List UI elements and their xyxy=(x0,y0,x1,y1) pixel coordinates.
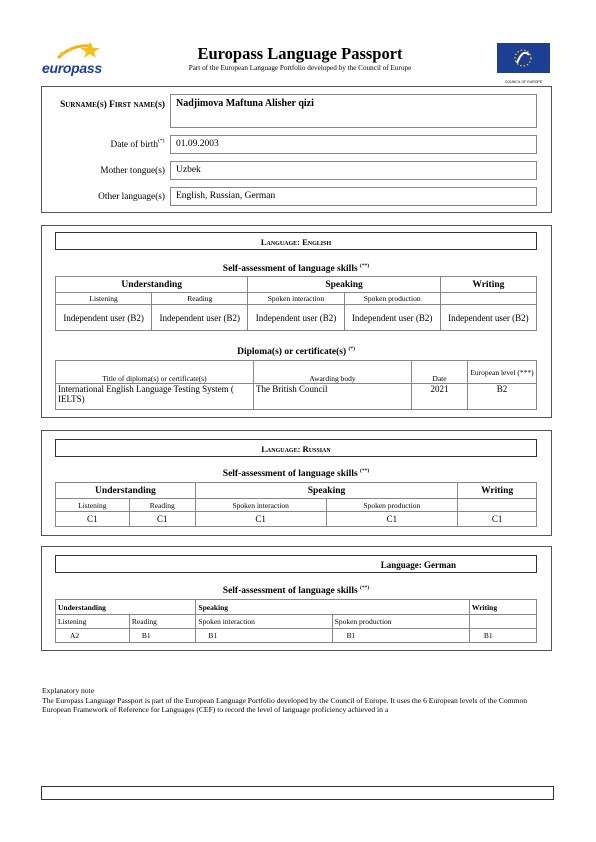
german-self-assessment-title: Self-assessment of language skills (**) xyxy=(222,585,370,597)
mother-tongue-label: Mother tongue(s) xyxy=(100,166,165,176)
col-spoken-interaction: Spoken interaction xyxy=(248,293,344,305)
col-writing-empty xyxy=(458,499,537,512)
explanatory-note-title: Explanatory note xyxy=(42,686,95,695)
col-listening: Listening xyxy=(56,615,130,629)
other-languages-label: Other language(s) xyxy=(98,192,165,202)
dip-level: B2 xyxy=(468,384,537,410)
group-speaking: Speaking xyxy=(196,600,469,615)
level-reading: C1 xyxy=(129,512,195,527)
russian-language-header: Language: Russian xyxy=(55,439,537,457)
surname-label: Surname(s) First name(s) xyxy=(60,100,165,110)
english-self-assessment-title: Self-assessment of language skills (**) xyxy=(222,263,370,275)
dob-label: Date of birth xyxy=(110,140,158,150)
col-spoken-production: Spoken production xyxy=(326,499,458,512)
level-listening: A2 xyxy=(56,629,130,643)
council-of-europe-logo xyxy=(497,43,550,85)
level-spoken-interaction: C1 xyxy=(195,512,326,527)
europass-logo xyxy=(40,40,112,82)
dob-note: (*) xyxy=(158,138,165,144)
page-title: Europass Language Passport xyxy=(197,44,403,63)
level-spoken-production: B1 xyxy=(332,629,469,643)
dip-header-title: Title of diploma(s) or certificate(s) xyxy=(56,361,254,384)
level-spoken-interaction: B1 xyxy=(196,629,332,643)
col-reading: Reading xyxy=(129,499,195,512)
col-spoken-interaction: Spoken interaction xyxy=(195,499,326,512)
russian-skills-table xyxy=(55,482,537,527)
col-reading: Reading xyxy=(129,615,196,629)
diploma-title: Diploma(s) or certificate(s) (*) xyxy=(237,346,355,358)
group-writing: Writing xyxy=(440,277,536,293)
europass-logo-text: europass xyxy=(42,60,102,76)
col-spoken-production: Spoken production xyxy=(344,293,440,305)
col-listening: Listening xyxy=(56,499,130,512)
col-reading: Reading xyxy=(152,293,248,305)
col-listening: Listening xyxy=(56,293,152,305)
group-speaking: Speaking xyxy=(248,277,440,293)
level-spoken-interaction: Independent user (B2) xyxy=(248,305,344,331)
level-writing: C1 xyxy=(458,512,537,527)
german-language-header: Language: German xyxy=(55,555,537,573)
group-understanding: Understanding xyxy=(56,600,196,615)
russian-self-assessment-title: Self-assessment of language skills (**) xyxy=(222,468,370,480)
english-skills-table xyxy=(55,276,537,331)
level-listening: C1 xyxy=(56,512,130,527)
group-understanding: Understanding xyxy=(56,483,196,499)
dip-title: International English Language Testing System ( IELTS) xyxy=(56,384,254,410)
footer-box xyxy=(41,786,554,800)
dip-awarding-body: The British Council xyxy=(254,384,412,410)
col-writing-empty xyxy=(440,293,536,305)
level-spoken-production: C1 xyxy=(326,512,458,527)
coe-emblem-icon xyxy=(497,43,550,73)
level-writing: B1 xyxy=(469,629,536,643)
other-languages-field: English, Russian, German xyxy=(170,187,537,206)
mother-tongue-field: Uzbek xyxy=(170,161,537,180)
level-reading: B1 xyxy=(129,629,196,643)
level-writing: Independent user (B2) xyxy=(440,305,536,331)
col-spoken-interaction: Spoken interaction xyxy=(196,615,332,629)
dip-header-awarding-body: Awarding body xyxy=(254,361,412,384)
group-writing: Writing xyxy=(469,600,536,615)
coe-text: COUNCIL OF EUROPE xyxy=(504,80,543,84)
english-language-header: Language: English xyxy=(55,232,537,250)
dip-header-level: European level (***) xyxy=(468,361,537,384)
explanatory-note-text: The Europass Language Passport is part of the European Language Portfolio developed by the Council of Europe. It uses the 6 European levels of the Common European Framework of Reference for Languages (CEF) to record the level of language proficiency achieved in a xyxy=(42,696,528,715)
level-reading: Independent user (B2) xyxy=(152,305,248,331)
group-writing: Writing xyxy=(458,483,537,499)
level-spoken-production: Independent user (B2) xyxy=(344,305,440,331)
diploma-table xyxy=(55,360,537,410)
dip-date: 2021 xyxy=(412,384,468,410)
dob-field: 01.09.2003 xyxy=(170,135,537,154)
page-subtitle: Part of the European Language Portfolio developed by the Council of Europe xyxy=(188,64,412,72)
level-listening: Independent user (B2) xyxy=(56,305,152,331)
col-writing-empty xyxy=(469,615,536,629)
dip-header-date: Date xyxy=(412,361,468,384)
surname-field: Nadjimova Maftuna Alisher qizi xyxy=(170,94,537,128)
group-speaking: Speaking xyxy=(195,483,457,499)
group-understanding: Understanding xyxy=(56,277,248,293)
german-skills-table xyxy=(55,599,537,643)
europass-stars-icon xyxy=(40,40,112,62)
col-spoken-production: Spoken production xyxy=(332,615,469,629)
